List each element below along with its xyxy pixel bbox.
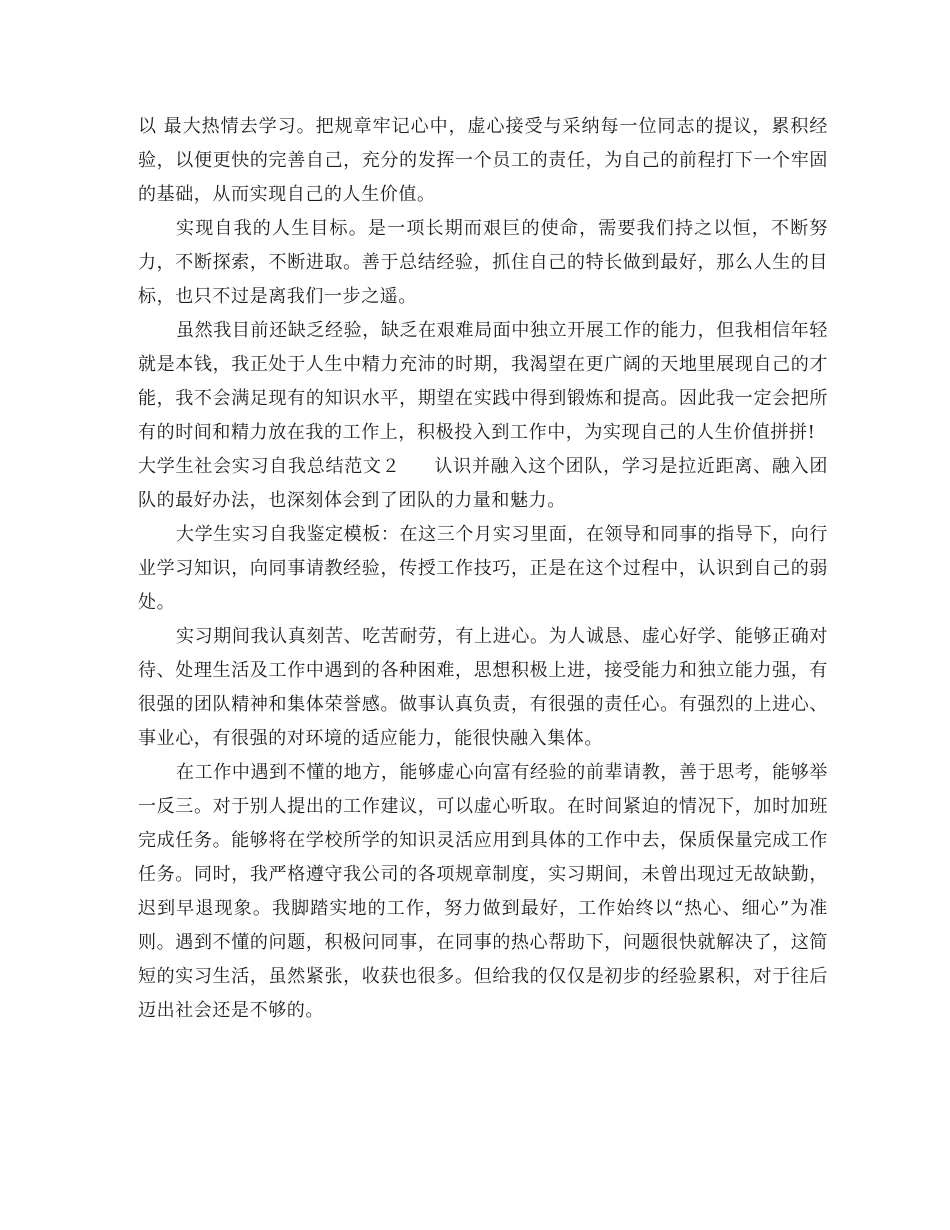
paragraph-2: 实现自我的人生目标。是一项长期而艰巨的使命，需要我们持之以恒，不断努力，不断探索，不断进取。善于总结经验，抓住自己的特长做到最好，那么人生的目标，也只不过是离我们一步之遥。	[138, 218, 828, 307]
section-title: 大学生社会实习自我总结范文２	[138, 456, 401, 477]
paragraph-3: 虽然我目前还缺乏经验，缺乏在艰难局面中独立开展工作的能力，但我相信年轻就是本钱，我正处于人生中精力充沛的时期，我渴望在更广阔的天地里展现自己的才能，我不会满足现有的知识水平，期望在实践中得到锻炼和提高。因此我一定会把所有的时间和精力放在我的工作上，积极投入到工作中，为实现自己的人生价值拼拼!	[138, 320, 828, 443]
paragraph-6: 实习期间我认真刻苦、吃苦耐劳，有上进心。为人诚恳、虚心好学、能够正确对待、处理生活及工作中遇到的各种困难，思想积极上进，接受能力和独立能力强，有很强的团队精神和集体荣誉感。做事认真负责，有很强的责任心。有强烈的上进心、事业心，有很强的对环境的适应能力，能很快融入集体。	[138, 626, 828, 749]
paragraph-1: 以 最大热情去学习。把规章牢记心中，虚心接受与采纳每一位同志的提议，累积经验，以便更快的完善自己，充分的发挥一个员工的责任，为自己的前程打下一个牢固的基础，从而实现自己的人生价值。	[138, 116, 828, 205]
paragraph-7: 在工作中遇到不懂的地方，能够虚心向富有经验的前辈请教，善于思考，能够举一反三。对于别人提出的工作建议，可以虚心听取。在时间紧迫的情况下，加时加班完成任务。能够将在学校所学的知识灵活应用到具体的工作中去，保质保量完成工作任务。同时，我严格遵守我公司的各项规章制度，实习期间，未曾出现过无故缺勤，迟到早退现象。我脚踏实地的工作，努力做到最好，工作始终以“热心、细心”为准则。遇到不懂的问题，积极问同事，在同事的热心帮助下，问题很快就解决了，这简短的实习生活，虽然紧张，收获也很多。但给我的仅仅是初步的经验累积，对于往后迈出社会还是不够的。	[138, 762, 828, 1021]
paragraph-5: 大学生实习自我鉴定模板：在这三个月实习里面，在领导和同事的指导下，向行业学习知识，向同事请教经验，传授工作技巧，正是在这个过程中，认识到自己的弱处。	[138, 524, 828, 613]
section-intro-text: 认识并融入这个团队，学习是拉近距离、融入团队的最好办法，也深刻体会到了团队的力量和魅力。	[138, 456, 828, 511]
section-paragraph	[138, 450, 828, 518]
document-body	[138, 110, 828, 1028]
